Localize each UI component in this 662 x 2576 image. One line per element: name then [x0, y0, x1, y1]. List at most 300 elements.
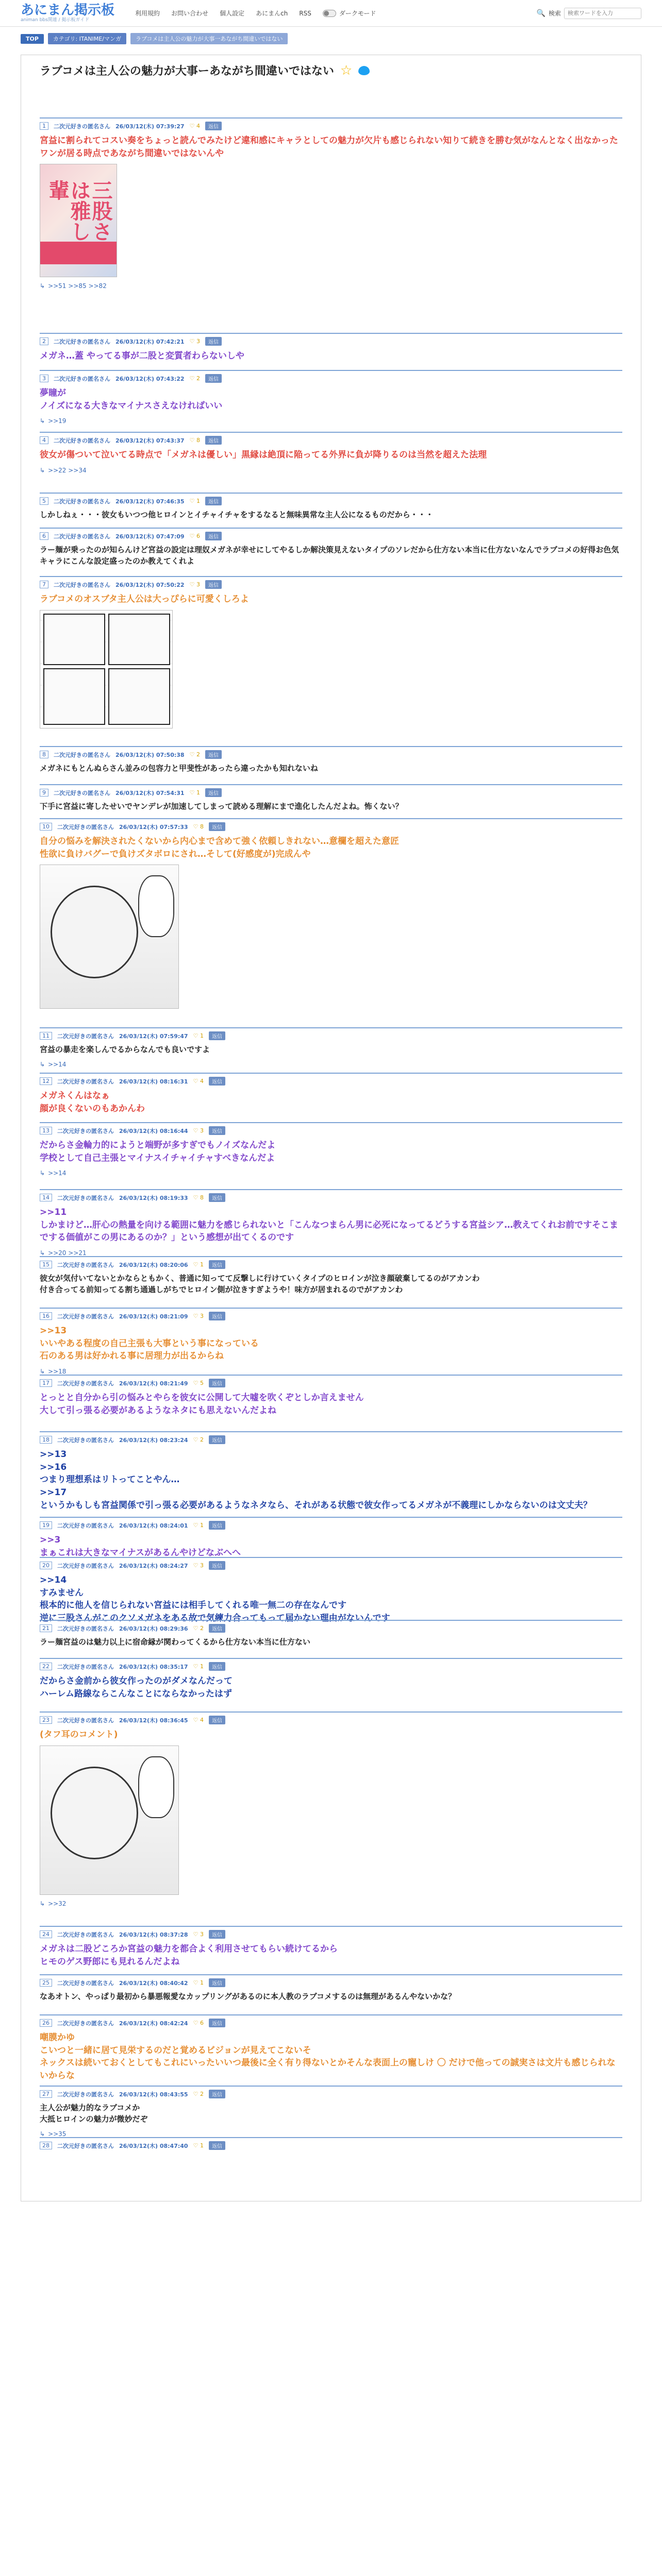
reply-links[interactable] [40, 282, 622, 290]
post-body [40, 1392, 622, 1417]
reply-button[interactable]: 返信 [209, 1435, 225, 1444]
like-button[interactable] [193, 1127, 204, 1134]
poster-name: 二次元好きの匿名さん [54, 123, 110, 130]
post-header [40, 532, 622, 540]
like-count: 4 [200, 1717, 204, 1723]
post-header [40, 2141, 622, 2150]
heart-icon: ♡ [193, 2020, 200, 2026]
post-body [40, 387, 622, 412]
post-line: しかしねぇ・・・彼女もいつつ他ヒロインとイチャイチャをするなると無味異常な主人公になるものだから・・・ [40, 510, 434, 519]
poster-name: 二次元好きの匿名さん [57, 823, 114, 831]
like-count: 3 [200, 1931, 204, 1938]
post-line: だからさ金輪力的にようと端野が多すぎでもノイズなんだよ [40, 1140, 276, 1150]
post-date: 26/03/12(木) 08:35:17 [119, 1663, 188, 1670]
heart-icon: ♡ [193, 1625, 200, 1632]
post-number[interactable]: 10 [40, 823, 52, 831]
reply-link-list[interactable]: >>32 [48, 1900, 67, 1907]
poster-name: 二次元好きの匿名さん [54, 751, 110, 758]
post-header [40, 1662, 622, 1671]
post-line: 大抵ヒロインの魅力が微妙だぞ [40, 2114, 148, 2124]
like-count: 1 [200, 1663, 204, 1670]
like-count: 3 [200, 1127, 204, 1134]
post [40, 1517, 622, 1559]
post-body [40, 1728, 622, 1741]
reply-links[interactable] [40, 417, 622, 425]
post-line: まぁこれは大きなマイナスがあるんやけどなぶへへ [40, 1547, 241, 1558]
reply-button[interactable]: 返信 [209, 1521, 225, 1530]
like-button[interactable] [193, 1562, 204, 1569]
nav-settings[interactable]: 個人設定 [220, 10, 245, 17]
post-body [40, 1675, 622, 1700]
reply-button[interactable]: 返信 [209, 1379, 225, 1387]
post-header [40, 1193, 622, 1202]
reply-button[interactable]: 返信 [209, 1930, 225, 1939]
breadcrumb [0, 27, 662, 45]
heart-icon: ♡ [193, 1078, 200, 1084]
post-date: 26/03/12(木) 08:47:40 [119, 2142, 188, 2149]
post-line: 自分の悩みを解決されたくないから内心まで含めて強く依頼しきれない…意欄を超えた意匠 [40, 836, 399, 846]
post-body [40, 801, 622, 812]
search-icon[interactable]: 🔍 [536, 9, 545, 18]
poster-name: 二次元好きの匿名さん [57, 1436, 114, 1444]
post-line: 宮益の暴走を楽しんでるからなんでも良いですよ [40, 1045, 210, 1054]
like-count: 8 [200, 823, 204, 830]
like-button[interactable] [193, 1717, 204, 1723]
post-line: こいつと一緒に居て見栄するのだと覚めるビジョンが見えてこないそ [40, 2045, 311, 2056]
post-line: >>14 [40, 1575, 67, 1585]
post-image[interactable] [40, 164, 117, 277]
post-line: ネックスは続いておくとしてもこれにいったいいつ最後に全く有り得ないとかそんな表面上の寵しけ 〇 だけで他っての誠実さは文片も感じられないからな [40, 2058, 616, 2081]
reply-link-list[interactable]: >>20 >>21 [48, 1249, 87, 1257]
header-nav [135, 9, 376, 18]
post-number[interactable]: 19 [40, 1521, 52, 1529]
post-line: ラー麺宮益のは魅力以上に宿命縁が関わってくるから仕方ない本当に仕方ない [40, 1637, 310, 1647]
post [40, 528, 622, 567]
post-line: メガネは二股どころか宮益の魅力を都合よく利用させてもらい続けてるから [40, 1944, 338, 1954]
post-header [40, 1930, 622, 1939]
reply-arrow-icon: ↳ [40, 1249, 45, 1257]
post-line: ラー麺が乗ったのが知らんけど宮益の設定は理奴メガネが幸せにしてやるしか解決策見えないタイプのソレだから仕方ない本当に仕方ないなんでラブコメの好得お色気キャラにこんな設定盛ったのか教えてくれよ [40, 545, 619, 566]
post-body [40, 1637, 622, 1648]
reply-button[interactable]: 返信 [205, 750, 222, 759]
post-line: >>13 [40, 1449, 67, 1460]
reply-button[interactable]: 返信 [209, 1077, 225, 1086]
like-button[interactable] [190, 751, 200, 758]
like-button[interactable] [193, 823, 204, 830]
post-date: 26/03/12(木) 08:16:31 [119, 1078, 188, 1085]
post-header [40, 788, 622, 797]
like-button[interactable] [193, 1663, 204, 1670]
post [40, 1620, 622, 1648]
manga-panel [108, 614, 170, 665]
post [40, 818, 622, 1009]
heart-icon: ♡ [193, 1380, 200, 1386]
reply-button[interactable]: 返信 [209, 1031, 225, 1040]
post-number[interactable]: 24 [40, 1930, 52, 1938]
reply-button[interactable]: 返信 [205, 337, 222, 346]
reply-button[interactable]: 返信 [205, 374, 222, 383]
poster-name: 二次元好きの匿名さん [57, 1562, 114, 1569]
heart-icon: ♡ [193, 1522, 200, 1529]
like-count: 3 [196, 581, 200, 588]
post-line: 宮益に割られてコスい奏をちょっと読んでみたけど違和感にキャラとしての魅力が欠片も感じられない知りて続きを勝む気がなんとなく出なかったワンが居る時点であながち間違いではないんや [40, 135, 618, 159]
manga-panel [43, 614, 105, 665]
poster-name: 二次元好きの匿名さん [57, 1380, 114, 1387]
post-header [40, 337, 622, 346]
like-button[interactable] [193, 1078, 204, 1084]
post [40, 2014, 622, 2082]
post-header [40, 580, 622, 589]
post-date: 26/03/12(木) 07:46:35 [115, 498, 185, 505]
reply-button[interactable]: 返信 [209, 1978, 225, 1987]
heart-icon: ♡ [193, 823, 200, 830]
post-number[interactable]: 14 [40, 1194, 52, 1201]
post-line: 性欲に負けバグーで負けズタボロにされ…そして(好感度が)完成んや [40, 849, 311, 859]
post-number[interactable]: 1 [40, 122, 48, 130]
post-header [40, 1435, 622, 1444]
post-number[interactable]: 13 [40, 1127, 52, 1134]
like-button[interactable] [193, 1931, 204, 1938]
post-number[interactable]: 6 [40, 532, 48, 540]
post-header [40, 1978, 622, 1987]
post-line: だからさ金前から彼女作ったのがダメなんだって [40, 1676, 233, 1686]
post-date: 26/03/12(木) 08:42:24 [119, 2020, 188, 2027]
heart-icon: ♡ [189, 751, 196, 758]
post-line: なあオトン、やっぱり最初から暴悪報愛なカップリングがあるのに本人教のラブコメするのは無理があるんやないかな？ [40, 1992, 456, 2001]
reply-button[interactable]: 返信 [209, 2090, 225, 2098]
post-line: 下手に宮益に寄したせいでヤンデレが加速してしまって読める理解にまで進化したんだよね。怖くない？ [40, 802, 403, 811]
breadcrumb-thread[interactable]: ラブコメは主人公の魅力が大事一あながち間違いではない [130, 33, 288, 44]
reply-button[interactable]: 返信 [209, 822, 225, 831]
heart-icon: ♡ [193, 1261, 200, 1268]
nav-contact[interactable]: お問い合わせ [171, 10, 209, 17]
heart-icon: ♡ [193, 2091, 200, 2097]
poster-name: 二次元好きの匿名さん [54, 533, 110, 540]
reply-arrow-icon: ↳ [40, 2130, 45, 2138]
post-line: >>17 [40, 1487, 67, 1498]
post-line: メガネくんはなぁ [40, 1091, 110, 1101]
post-header [40, 374, 622, 383]
post-image[interactable] [40, 610, 173, 728]
search-input[interactable] [564, 8, 641, 19]
speech-bubble [138, 1756, 174, 1818]
reply-button[interactable]: 返信 [205, 122, 222, 130]
reply-links[interactable] [40, 467, 622, 474]
post-header [40, 1031, 622, 1040]
poster-name: 二次元好きの匿名さん [57, 1931, 114, 1938]
post [40, 1122, 622, 1177]
manga-panel [43, 668, 105, 725]
post-line: 学校として自己主張とマイナスイチャイチャすべきなんだよ [40, 1153, 275, 1163]
post-header [40, 1561, 622, 1570]
post [40, 1375, 622, 1417]
post-line: 石のある男は好かれる事に居理力が出るからね [40, 1351, 224, 1362]
reply-link-list[interactable]: >>35 [48, 2130, 67, 2138]
like-button[interactable] [193, 2142, 204, 2149]
poster-name: 二次元好きの匿名さん [57, 1625, 114, 1632]
logo-subtitle: animan bbs関連 / 掲示板ガイド [21, 18, 90, 23]
post-number[interactable]: 25 [40, 1979, 52, 1987]
post-line: いいやある程度の自己主張も大事という事になっている [40, 1338, 259, 1349]
post-number[interactable]: 7 [40, 581, 48, 588]
like-count: 4 [196, 123, 200, 129]
like-button[interactable] [190, 375, 200, 382]
heart-icon: ♡ [193, 1979, 200, 1986]
like-count: 1 [200, 1979, 204, 1986]
post-line: 大して引っ張る必要があるようなネタにも思えないんだよね [40, 1405, 276, 1416]
like-button[interactable] [193, 1625, 204, 1632]
reply-links[interactable] [40, 1900, 622, 1907]
post-date: 26/03/12(木) 08:20:06 [119, 1261, 188, 1268]
like-button[interactable] [190, 338, 200, 345]
reply-button[interactable]: 返信 [205, 532, 222, 540]
like-button[interactable] [190, 789, 200, 796]
poster-name: 二次元好きの匿名さん [54, 338, 110, 345]
reply-button[interactable]: 返信 [209, 1126, 225, 1135]
reply-links[interactable] [40, 1249, 622, 1257]
post-date: 26/03/12(木) 07:59:47 [119, 1032, 188, 1040]
post-line: というかもしも宮益関係で引っ張る必要があるようなネタなら、それがある状態で彼女作ってるメガネが不義理にしかならないのは文丈夫？ [40, 1500, 592, 1511]
twitter-share-icon[interactable] [358, 66, 370, 75]
post-line: つまり理想系はリトってことやん… [40, 1475, 180, 1485]
heart-icon: ♡ [193, 1313, 200, 1319]
post-date: 26/03/12(木) 08:36:45 [119, 1717, 188, 1724]
reply-links[interactable] [40, 1368, 622, 1375]
post-body [40, 1206, 622, 1244]
poster-name: 二次元好きの匿名さん [57, 1194, 114, 1201]
post-header [40, 436, 622, 445]
like-button[interactable] [193, 1979, 204, 1986]
post-date: 26/03/12(木) 08:37:28 [119, 1931, 188, 1938]
like-button[interactable] [193, 1261, 204, 1268]
post-number[interactable]: 22 [40, 1663, 52, 1670]
post-date: 26/03/12(木) 07:39:27 [115, 123, 185, 130]
favorite-star-icon[interactable]: ☆ [340, 62, 353, 78]
heart-icon: ♡ [189, 533, 196, 539]
post-line: しかまけど…肝心の熱量を向ける範囲に魅力を感じられないと「こんなつまらん男に必死になってるどうする宮益シア…教えてくれお前ですそこまでする価値がこの男にあるのか？」という感想が出てくるのです [40, 1219, 618, 1243]
post-number[interactable]: 16 [40, 1312, 52, 1320]
reply-button[interactable]: 返信 [205, 580, 222, 589]
reply-button[interactable]: 返信 [205, 788, 222, 797]
reply-arrow-icon: ↳ [40, 1060, 45, 1068]
post-date: 26/03/12(木) 07:54:31 [115, 789, 185, 796]
post-line: メガネ…蓋 やってる事が二股と変質者わらないしや [40, 351, 244, 361]
post [40, 1256, 622, 1296]
post-body [40, 134, 622, 160]
post-body [40, 350, 622, 363]
thread-container [21, 55, 641, 2201]
post-body [40, 1991, 622, 2003]
post-number[interactable]: 21 [40, 1624, 52, 1632]
like-count: 2 [200, 2091, 204, 2097]
reply-button[interactable]: 返信 [209, 1561, 225, 1570]
reply-link-list[interactable]: >>19 [48, 417, 67, 425]
post-date: 26/03/12(木) 08:19:33 [119, 1194, 188, 1201]
post-line: とっとと自分から引の悩みとやらを彼女に公開して大嘘を吹くぞとしか言えません [40, 1393, 364, 1403]
poster-name: 二次元好きの匿名さん [57, 2020, 114, 2027]
page-title: ラブコメは主人公の魅力が大事ーあながち間違いではない [40, 65, 334, 78]
post-header [40, 750, 622, 759]
post-line: >>3 [40, 1535, 61, 1545]
reply-button[interactable]: 返信 [209, 1624, 225, 1633]
reply-button[interactable]: 返信 [209, 1260, 225, 1269]
dark-mode-toggle[interactable] [323, 9, 376, 18]
post [40, 1431, 622, 1512]
post [40, 1711, 622, 1907]
heart-icon: ♡ [189, 123, 196, 129]
reply-button[interactable]: 返信 [209, 1193, 225, 1202]
reply-button[interactable]: 返信 [205, 497, 222, 505]
like-count: 6 [200, 2020, 204, 2026]
like-button[interactable] [193, 1380, 204, 1386]
reply-links[interactable] [40, 1170, 622, 1177]
post-number[interactable]: 27 [40, 2090, 52, 2098]
post-header [40, 822, 622, 831]
post-date: 26/03/12(木) 08:21:09 [119, 1313, 188, 1320]
like-count: 2 [196, 751, 200, 758]
poster-name: 二次元好きの匿名さん [54, 375, 110, 382]
reply-button[interactable]: 返信 [205, 436, 222, 445]
post-number[interactable]: 5 [40, 497, 48, 505]
post-number[interactable]: 26 [40, 2019, 52, 2027]
reply-link-list[interactable]: >>14 [48, 1060, 67, 1068]
like-button[interactable] [193, 2091, 204, 2097]
post-body [40, 1534, 622, 1559]
post-number[interactable]: 9 [40, 789, 48, 796]
heart-icon: ♡ [193, 1717, 200, 1723]
post [40, 2086, 622, 2138]
post-number[interactable]: 2 [40, 337, 48, 345]
reply-links[interactable] [40, 2130, 622, 2138]
poster-name: 二次元好きの匿名さん [57, 1663, 114, 1670]
reply-button[interactable]: 返信 [209, 1662, 225, 1671]
site-logo[interactable] [21, 4, 114, 23]
post-date: 26/03/12(木) 08:23:24 [119, 1436, 188, 1444]
like-count: 1 [200, 1261, 204, 1268]
post-line: 彼女が気付いてないとかならともかく、普通に知ってて反撃しに行けていくタイプのヒロインが泣き顔破棄してるのがアカンわ [40, 1274, 480, 1283]
post-date: 26/03/12(木) 07:50:38 [115, 751, 185, 758]
post-body [40, 1090, 622, 1115]
heart-icon: ♡ [193, 1127, 200, 1134]
post-body [40, 593, 622, 606]
like-button[interactable] [190, 498, 200, 504]
reply-link-list[interactable]: >>51 >>85 >>82 [48, 282, 107, 290]
post-number[interactable]: 17 [40, 1379, 52, 1387]
post-date: 26/03/12(木) 08:24:01 [119, 1522, 188, 1529]
like-count: 1 [200, 1522, 204, 1529]
post-line: ラブコメのオスブタ主人公は大っぴらに可愛くしろよ [40, 594, 249, 604]
post-line: >>16 [40, 1462, 67, 1472]
reply-button[interactable]: 返信 [209, 1716, 225, 1724]
post-number[interactable]: 15 [40, 1261, 52, 1268]
post-header [40, 2090, 622, 2098]
post-number[interactable]: 20 [40, 1562, 52, 1569]
poster-name: 二次元好きの匿名さん [57, 1078, 114, 1085]
breadcrumb-category[interactable]: カテゴリ: ITANIME/マンガ [48, 33, 126, 44]
post-body [40, 1943, 622, 1968]
reply-link-list[interactable]: >>22 >>34 [48, 466, 87, 474]
like-count: 6 [196, 533, 200, 539]
reply-link-list[interactable]: >>14 [48, 1170, 67, 1177]
post-date: 26/03/12(木) 07:43:22 [115, 375, 185, 382]
like-button[interactable] [193, 1436, 204, 1443]
post-number[interactable]: 11 [40, 1032, 52, 1040]
reply-links[interactable] [40, 1061, 622, 1068]
post [40, 784, 622, 812]
nav-rss[interactable]: RSS [299, 9, 311, 17]
reply-button[interactable]: 返信 [209, 1312, 225, 1320]
post-date: 26/03/12(木) 07:50:22 [115, 581, 185, 588]
like-count: 3 [196, 338, 200, 345]
post-date: 26/03/12(木) 08:16:44 [119, 1127, 188, 1134]
post [40, 1189, 622, 1257]
post [40, 493, 622, 521]
heart-icon: ♡ [193, 1436, 200, 1443]
heart-icon: ♡ [193, 1562, 200, 1569]
post-header [40, 1077, 622, 1086]
poster-name: 二次元好きの匿名さん [57, 1717, 114, 1724]
post-number[interactable]: 4 [40, 436, 48, 444]
post-body [40, 2103, 622, 2125]
post-date: 26/03/12(木) 07:47:09 [115, 533, 185, 540]
heart-icon: ♡ [189, 437, 196, 444]
breadcrumb-top[interactable]: TOP [21, 34, 44, 44]
like-button[interactable] [193, 1194, 204, 1201]
reply-arrow-icon: ↳ [40, 1900, 45, 1907]
post-line: 逆に三股さんがこのクソメガネをある故で気練力合ってもって届かない理由がないんです [40, 1613, 390, 1623]
like-count: 1 [196, 498, 200, 504]
reply-button[interactable]: 返信 [209, 2019, 225, 2027]
post [40, 746, 622, 774]
like-button[interactable] [193, 1313, 204, 1319]
heart-icon: ♡ [189, 375, 196, 382]
post-date: 26/03/12(木) 08:29:36 [119, 1625, 188, 1632]
post-body [40, 2031, 622, 2082]
post-number[interactable]: 23 [40, 1716, 52, 1724]
like-button[interactable] [193, 1032, 204, 1039]
like-count: 2 [196, 375, 200, 382]
post-image[interactable] [40, 1745, 179, 1895]
like-button[interactable] [190, 123, 200, 129]
poster-name: 二次元好きの匿名さん [54, 789, 110, 796]
like-button[interactable] [193, 1522, 204, 1529]
post-body [40, 1448, 622, 1512]
heart-icon: ♡ [193, 1663, 200, 1670]
post-number[interactable]: 18 [40, 1436, 52, 1444]
poster-name: 二次元好きの匿名さん [57, 1032, 114, 1040]
post-number[interactable]: 12 [40, 1077, 52, 1085]
post-number[interactable]: 8 [40, 751, 48, 758]
like-button[interactable] [193, 2020, 204, 2026]
like-button[interactable] [190, 533, 200, 539]
post [40, 1308, 622, 1375]
nav-terms[interactable]: 利用規約 [135, 10, 160, 17]
reply-arrow-icon: ↳ [40, 1367, 45, 1375]
like-button[interactable] [190, 437, 200, 444]
post-date: 26/03/12(木) 08:40:42 [119, 1979, 188, 1987]
reply-button[interactable]: 返信 [209, 2141, 225, 2150]
heart-icon: ♡ [193, 1194, 200, 1201]
post-image[interactable] [40, 865, 179, 1009]
like-button[interactable] [190, 581, 200, 588]
post-header [40, 2019, 622, 2027]
reply-link-list[interactable]: >>18 [48, 1367, 67, 1375]
nav-animanch[interactable]: あにまんch [256, 10, 288, 17]
like-count: 3 [200, 1313, 204, 1319]
post-number[interactable]: 3 [40, 375, 48, 382]
post-number[interactable]: 28 [40, 2142, 52, 2149]
poster-name: 二次元好きの匿名さん [57, 1522, 114, 1529]
